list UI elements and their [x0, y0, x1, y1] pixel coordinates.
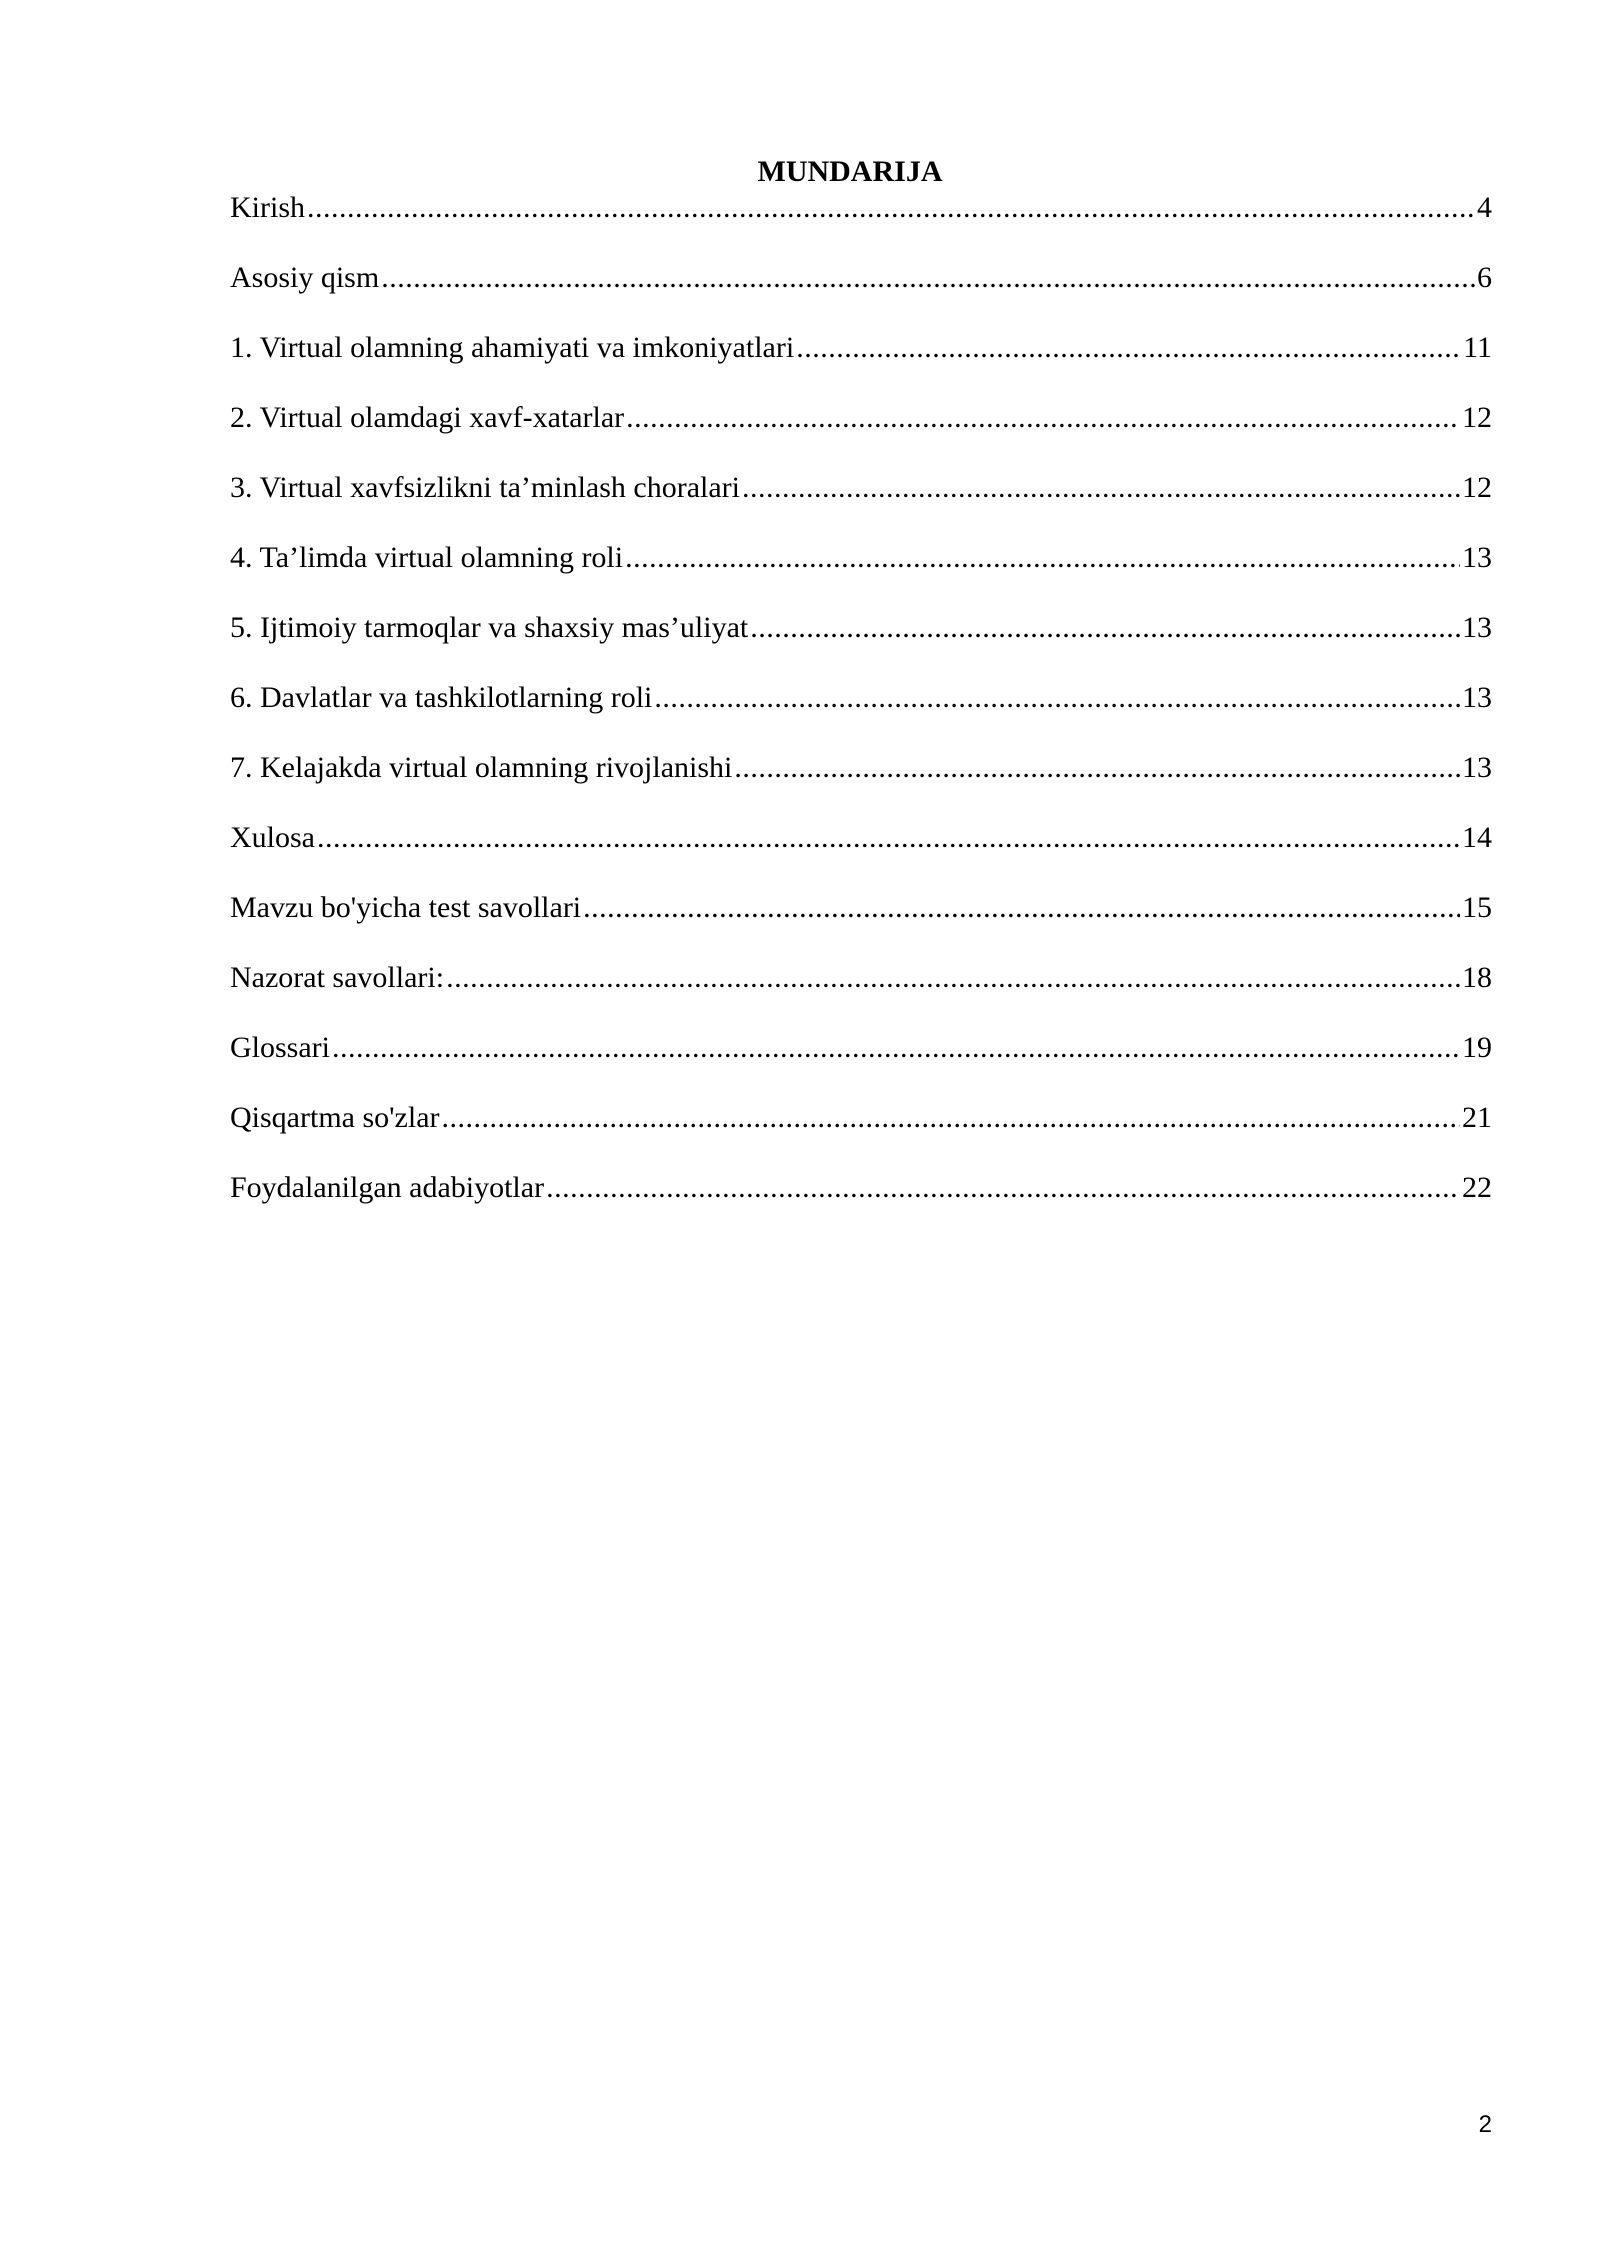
- toc-entry-qisqartma-sozlar[interactable]: [230, 1098, 1492, 1168]
- toc-dot-leader: [381, 258, 1475, 298]
- toc-entry-section-2[interactable]: [230, 398, 1492, 468]
- toc-entry-page: 12: [1462, 401, 1492, 434]
- toc-entry-adabiyotlar[interactable]: [230, 1168, 1492, 1238]
- toc-entry-page: 13: [1462, 611, 1492, 644]
- toc-entry-nazorat-savollari[interactable]: [230, 958, 1492, 1028]
- page-number: 2: [1478, 2111, 1492, 2138]
- toc-entry-label: Xulosa: [230, 821, 315, 854]
- page-title: MUNDARIJA: [757, 155, 943, 188]
- toc-entry-page: 18: [1462, 961, 1492, 994]
- toc-entry-page: 13: [1462, 751, 1492, 784]
- toc-entry-page: 21: [1462, 1101, 1492, 1134]
- toc-entry-page: 19: [1462, 1031, 1492, 1064]
- toc-entry-label: Foydalanilgan adabiyotlar: [230, 1171, 545, 1204]
- toc-dot-leader: [796, 328, 1461, 368]
- toc-entry-label: 1. Virtual olamning ahamiyati va imkoniyatlari: [230, 331, 795, 364]
- toc-dot-leader: [626, 398, 1460, 438]
- toc-entry-xulosa[interactable]: [230, 818, 1492, 888]
- toc-entry-label: 4. Ta’limda virtual olamning roli: [230, 541, 624, 574]
- toc-dot-leader: [654, 678, 1460, 718]
- toc-dot-leader: [750, 608, 1460, 648]
- toc-entry-test-savollari[interactable]: [230, 888, 1492, 958]
- toc-entry-label: Kirish: [230, 191, 305, 224]
- toc-entry-page: 12: [1462, 471, 1492, 504]
- toc-entry-section-4[interactable]: [230, 538, 1492, 608]
- toc-entry-page: 13: [1462, 681, 1492, 714]
- toc-dot-leader: [442, 1098, 1460, 1138]
- toc-dot-leader: [446, 958, 1460, 998]
- toc-entry-page: 15: [1462, 891, 1492, 924]
- toc-entry-section-3[interactable]: [230, 468, 1492, 538]
- toc-dot-leader: [583, 888, 1460, 928]
- toc-entry-page: 11: [1463, 331, 1492, 364]
- toc-entry-label: Nazorat savollari:: [230, 961, 445, 994]
- toc-entry-section-7[interactable]: [230, 748, 1492, 818]
- toc-entry-glossari[interactable]: [230, 1028, 1492, 1098]
- toc-entry-label: 6. Davlatlar va tashkilotlarning roli: [230, 681, 653, 714]
- toc-entry-label: 3. Virtual xavfsizlikni ta’minlash choralari: [230, 471, 740, 504]
- toc-entry-page: 13: [1462, 541, 1492, 574]
- toc-entry-section-5[interactable]: [230, 608, 1492, 678]
- toc-entry-label: Mavzu bo'yicha test savollari: [230, 891, 582, 924]
- toc-entry-page: 14: [1462, 821, 1492, 854]
- toc-entry-asosiy-qism[interactable]: [230, 258, 1492, 328]
- toc-entry-label: 2. Virtual olamdagi xavf-xatarlar: [230, 401, 625, 434]
- toc-entry-kirish[interactable]: [230, 188, 1492, 258]
- toc-entry-label: 5. Ijtimoiy tarmoqlar va shaxsiy mas’uliyat: [230, 611, 749, 644]
- toc-dot-leader: [742, 468, 1460, 508]
- toc-dot-leader: [317, 818, 1460, 858]
- toc-entry-label: 7. Kelajakda virtual olamning rivojlanishi: [230, 751, 733, 784]
- toc-dot-leader: [307, 188, 1475, 228]
- toc-entry-page: 4: [1477, 191, 1492, 224]
- toc-entry-section-6[interactable]: [230, 678, 1492, 748]
- toc-entry-label: Asosiy qism: [230, 261, 380, 294]
- toc-entry-label: Qisqartma so'zlar: [230, 1101, 440, 1134]
- toc-entry-page: 6: [1477, 261, 1492, 294]
- toc-dot-leader: [734, 748, 1460, 788]
- toc-entry-page: 22: [1462, 1171, 1492, 1204]
- toc-dot-leader: [332, 1028, 1460, 1068]
- toc-entry-label: Glossari: [230, 1031, 330, 1064]
- toc-dot-leader: [546, 1168, 1460, 1208]
- toc-dot-leader: [625, 538, 1460, 578]
- toc-entry-section-1[interactable]: [230, 328, 1492, 398]
- table-of-contents: [230, 188, 1492, 1238]
